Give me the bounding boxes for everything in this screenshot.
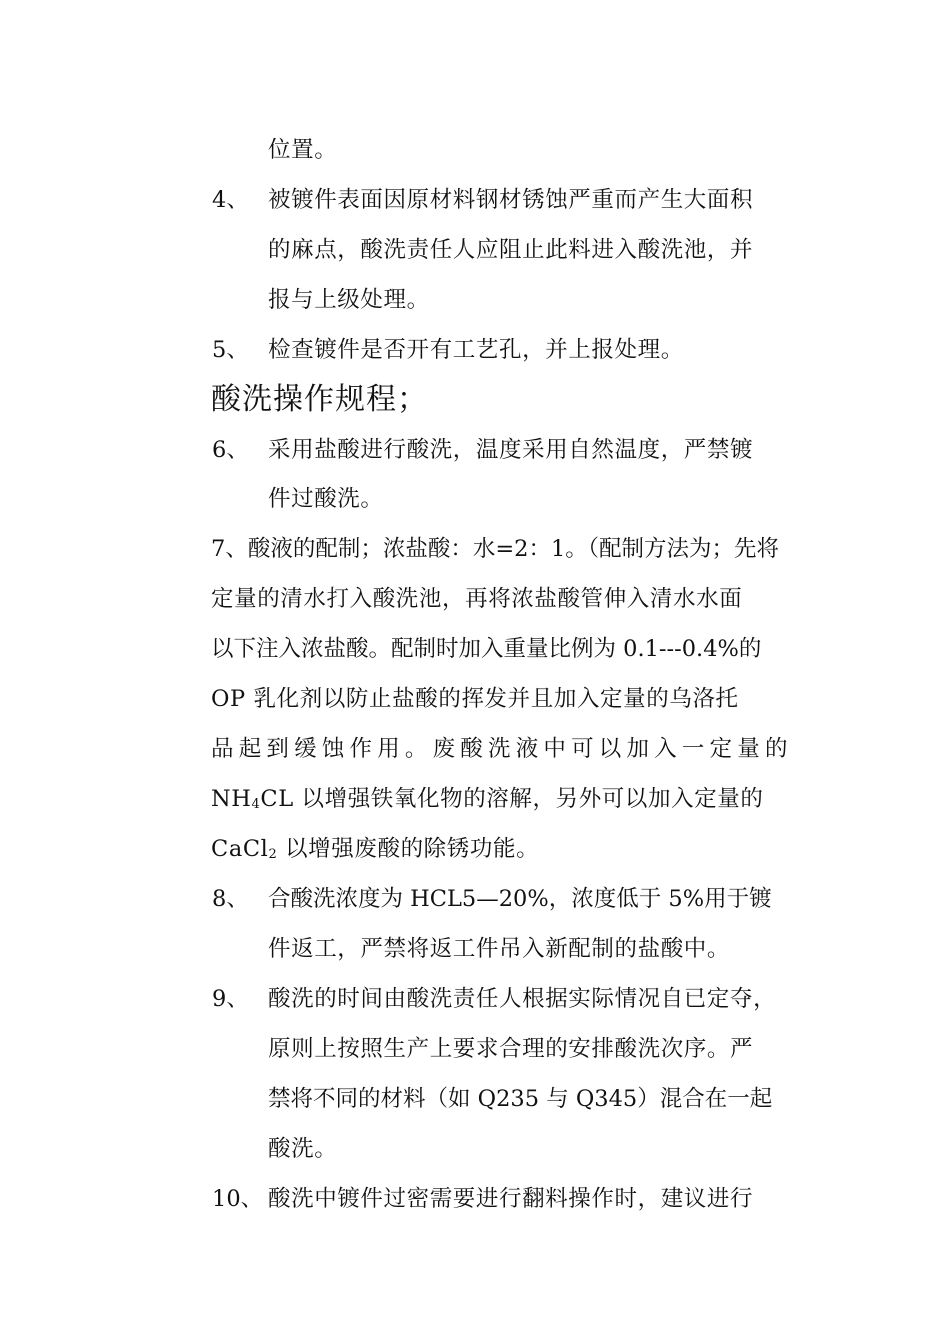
- item-10-number: 10、: [212, 1186, 264, 1212]
- item-9-line-3: 禁将不同的材料（如 Q235 与 Q345）混合在一起: [268, 1086, 773, 1112]
- item-4-line-3: 报与上级处理。: [268, 287, 430, 313]
- item-4-number: 4、: [212, 187, 249, 213]
- item-9-line-4: 酸洗。: [268, 1136, 338, 1162]
- item-7-line-4: OP 乳化剂以防止盐酸的挥发并且加入定量的乌洛托: [211, 686, 739, 712]
- section-heading: 酸洗操作规程；: [211, 382, 428, 417]
- item-9-line-2: 原则上按照生产上要求合理的安排酸洗次序。严: [268, 1036, 754, 1062]
- item-6-line-2: 件过酸洗。: [268, 486, 384, 512]
- item-5-number: 5、: [212, 337, 249, 363]
- item-6-line-1: 采用盐酸进行酸洗，温度采用自然温度，严禁镀: [268, 437, 754, 463]
- item-9-number: 9、: [212, 986, 249, 1012]
- item-7-line-6: [211, 784, 764, 814]
- item-10-line-1: 酸洗中镀件过密需要进行翻料操作时，建议进行: [268, 1186, 754, 1212]
- item-7-line-3: 以下注入浓盐酸。配制时加入重量比例为 0.1---0.4%的: [211, 636, 762, 662]
- item-7-line-7: [211, 834, 539, 864]
- item-7-line-5: 品起到缓蚀作用。废酸洗液中可以加入一定量的: [211, 736, 793, 762]
- formula-subscript-4: 4: [251, 797, 261, 812]
- item-8-line-1: 合酸洗浓度为 HCL5—20%，浓度低于 5%用于镀: [268, 886, 772, 912]
- item-5-line-1: 检查镀件是否开有工艺孔，并上报处理。: [268, 337, 684, 363]
- formula-cacl: CaCl: [211, 836, 269, 862]
- continuation-line: 位置。: [268, 137, 338, 163]
- formula-nh: NH: [211, 786, 252, 812]
- item-7-line-7-text: 以增强废酸的除锈功能。: [277, 836, 540, 862]
- item-4-line-1: 被镀件表面因原材料钢材锈蚀严重而产生大面积: [268, 187, 754, 213]
- item-4-line-2: 的麻点，酸洗责任人应阻止此料进入酸洗池，并: [268, 237, 754, 263]
- item-9-line-1: 酸洗的时间由酸洗责任人根据实际情况自已定夺，: [268, 986, 777, 1012]
- item-8-number: 8、: [212, 886, 249, 912]
- item-7-line-6-text: CL 以增强铁氧化物的溶解，另外可以加入定量的: [260, 786, 764, 812]
- formula-subscript-2: 2: [268, 847, 278, 862]
- item-6-number: 6、: [212, 437, 249, 463]
- item-7-line-1: 7、酸液的配制；浓盐酸：水=2：1。（配制方法为；先将: [211, 536, 780, 562]
- item-7-line-2: 定量的清水打入酸洗池，再将浓盐酸管伸入清水水面: [211, 586, 743, 612]
- item-8-line-2: 件返工，严禁将返工件吊入新配制的盐酸中。: [268, 936, 731, 962]
